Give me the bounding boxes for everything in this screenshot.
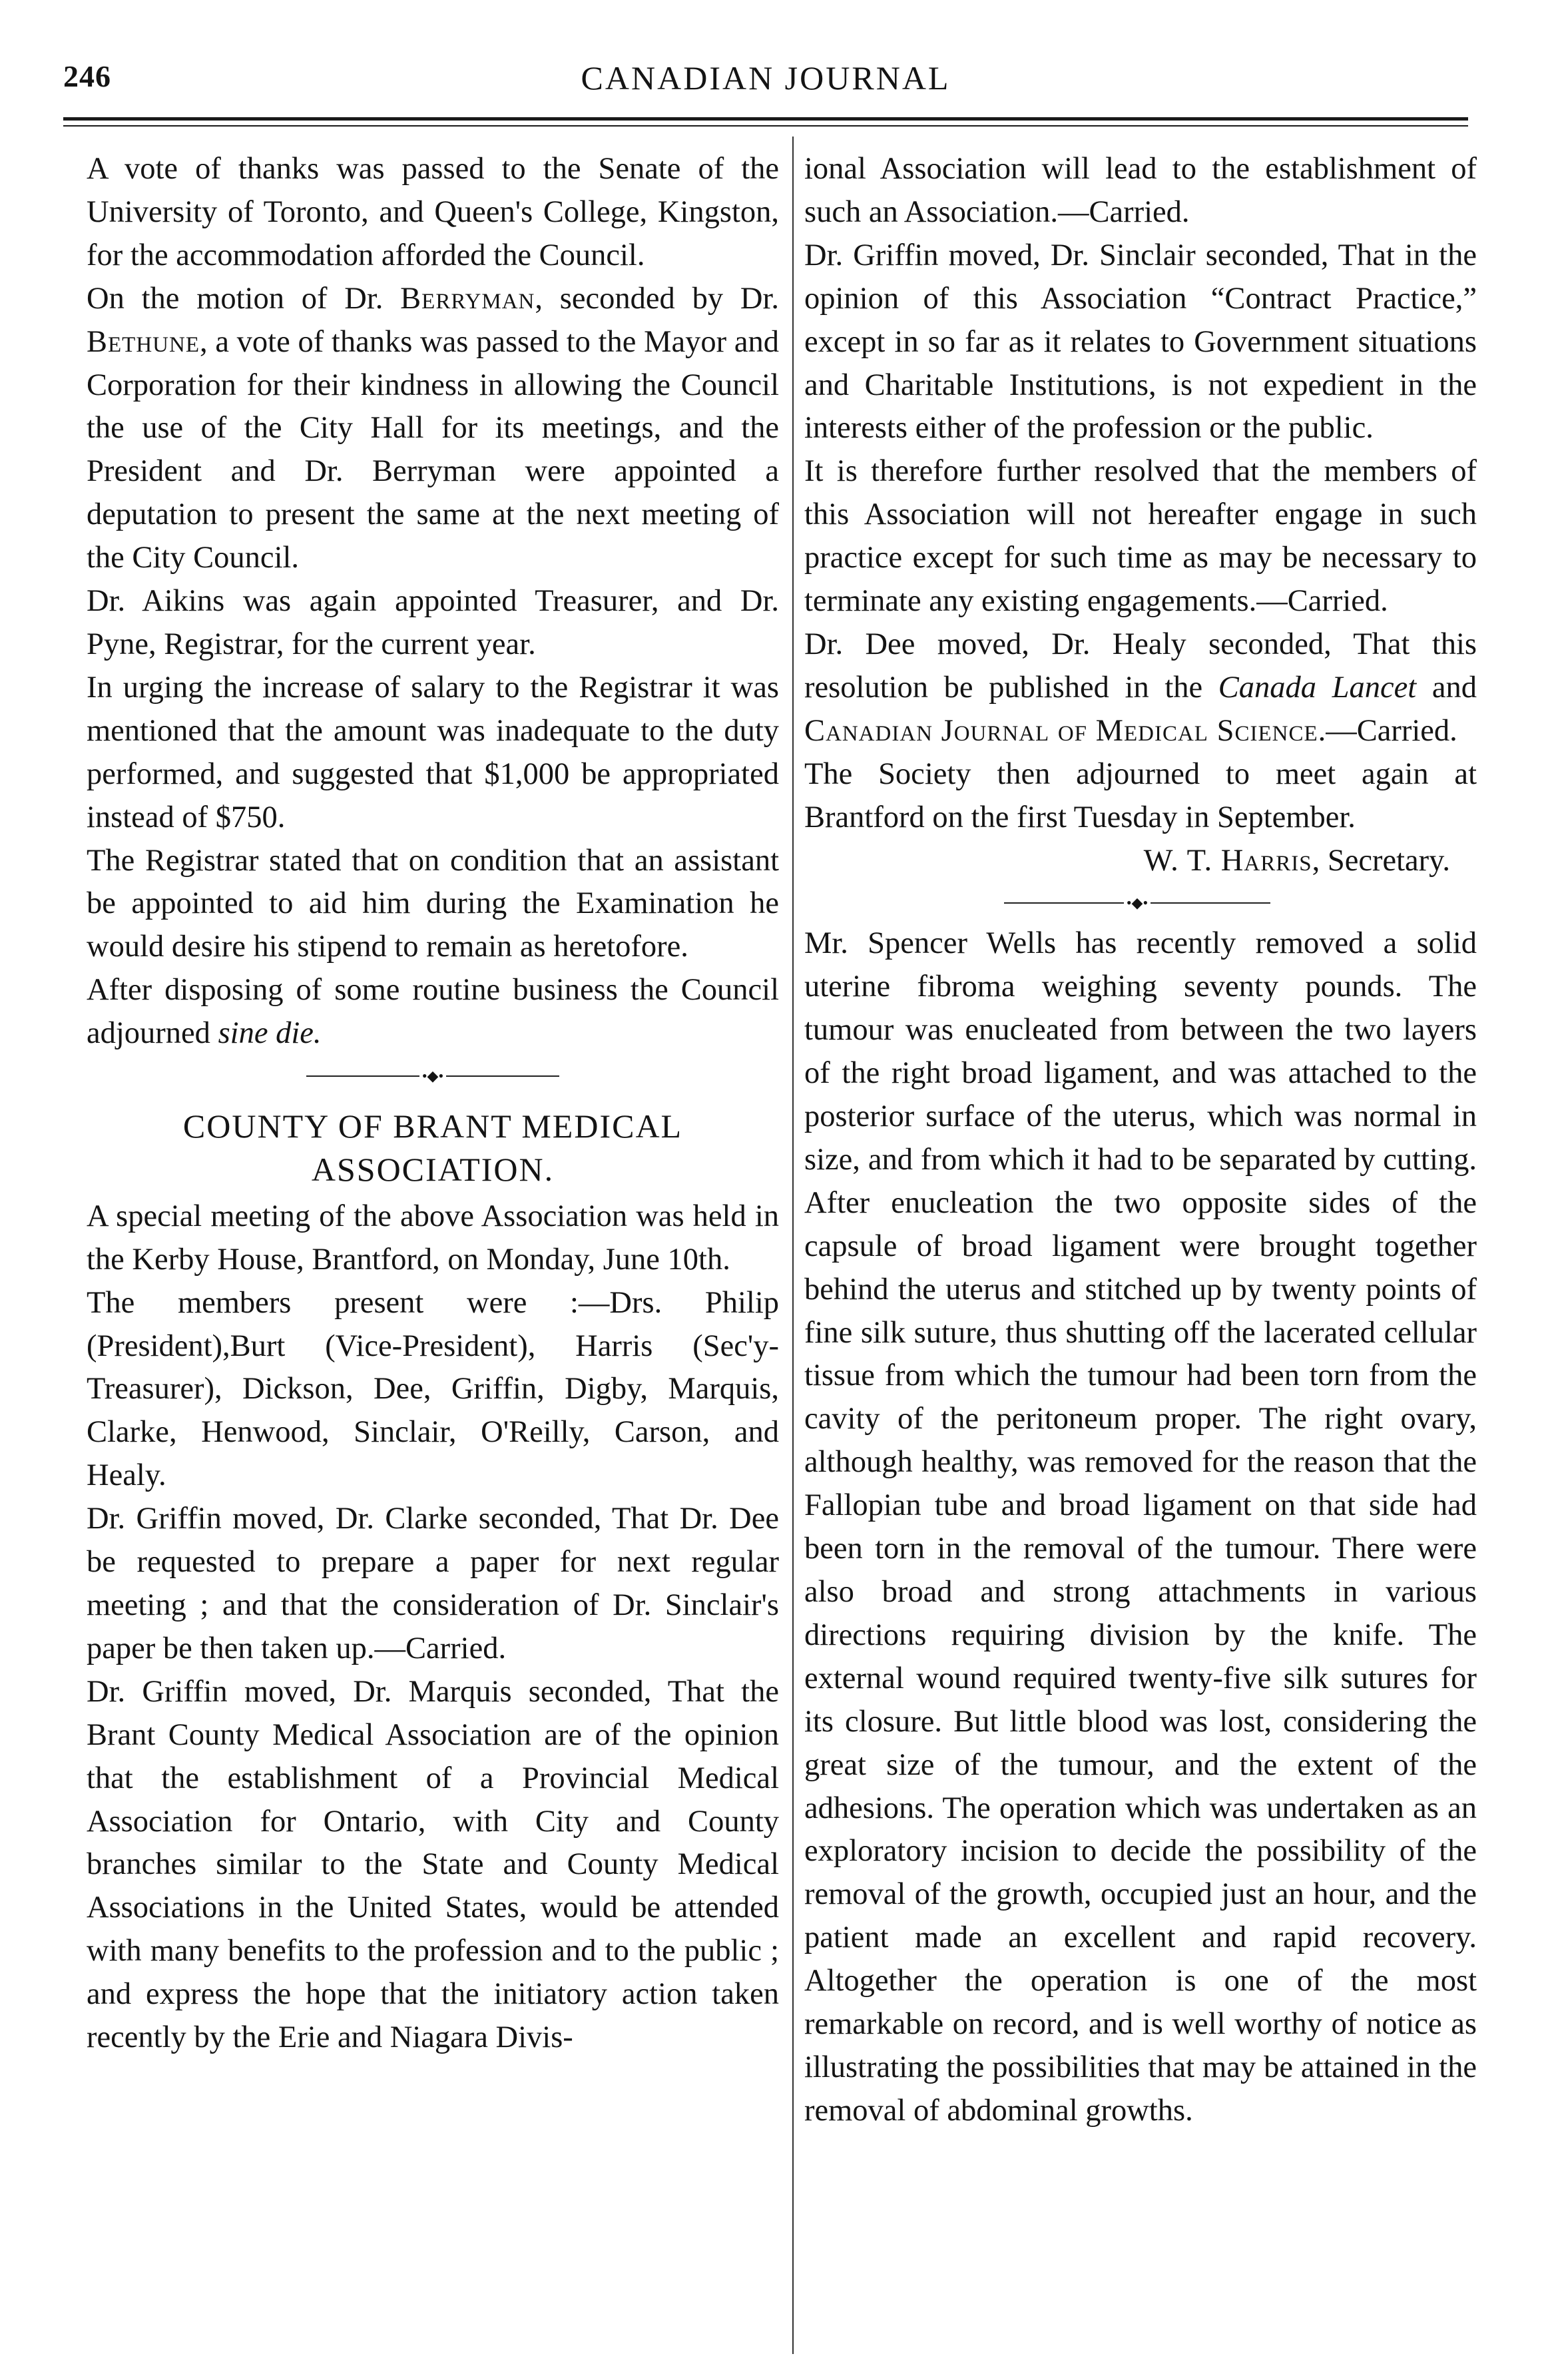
right-column [804, 148, 1477, 2133]
canada-lancet: Canada Lancet [1218, 670, 1417, 705]
paragraph-griffin-marquis: Dr. Griffin moved, Dr. Marquis seconded, That the Brant County Medical Association are of the opinion that the establishment of a Provincial Medical Association for Ontario, with City and County branches similar to the State and County Medical Associations in the United States, would be attended with many benefits to the profession and to the public ; and express the hope that the initiatory action taken recently by the Erie and Niagara Divis- [87, 1674, 779, 2055]
header-rule-thick [63, 117, 1468, 121]
text-run: , a vote of thanks was passed to the Mayor and Corporation for their kindness in allowing the Council the use of the City Hall for its meetings, and the President and Dr. Berryman were appointed a deputation to present the same at the next meeting of the City Council. [87, 324, 779, 575]
text-run: .—Carried. [1318, 713, 1457, 748]
header-rule-thin [63, 125, 1468, 127]
sine-die: sine die. [218, 1016, 322, 1051]
ornament-symbol: •◆• [419, 1070, 446, 1082]
secretary-title: , Secretary. [1312, 843, 1450, 878]
paragraph-treasurer: Dr. Aikins was again appointed Treasurer, and Dr. Pyne, Registrar, for the current year. [87, 584, 779, 661]
paragraph-resolved: It is therefore further resolved that the members of this Association will not hereafter engage in such practice except for such time as may be necessary to terminate any existing engagements.—Carried. [804, 454, 1477, 619]
name-berryman: Berryman [400, 281, 535, 316]
paragraph-registrar: The Registrar stated that on condition that an assistant be appointed to aid him during the Examination he would desire his stipend to remain as heretofore. [87, 843, 779, 964]
name-bethune: Bethune [87, 324, 200, 359]
paragraph-adjourned [87, 969, 779, 1055]
page-number: 246 [63, 59, 111, 93]
paragraph-special-meeting: A special meeting of the above Association was held in the Kerby House, Brantford, on Monday, June 10th. [87, 1199, 779, 1277]
paragraph-continuation: ional Association will lead to the establishment of such an Association.—Carried. [804, 152, 1477, 229]
secretary-name: W. T. Harris [1143, 843, 1312, 878]
paragraph-salary: In urging the increase of salary to the Registrar it was mentioned that the amount was inadequate to the duty performed, and suggested that $1,000 be appropriated instead of $750. [87, 670, 779, 834]
journal-name: Canadian Journal of Medical Science [804, 713, 1318, 748]
paragraph-contract-practice: Dr. Griffin moved, Dr. Sinclair seconded, That in the opinion of this Association “Contract Practice,” except in so far as it relates to Government situations and Charitable Institutions, is not expedient in the interests either of the profession or the public. [804, 238, 1477, 446]
paragraph-griffin-clarke: Dr. Griffin moved, Dr. Clarke seconded, That Dr. Dee be requested to prepare a paper for next regular meeting ; and that the consideration of Dr. Sinclair's paper be then taken up.—Carried. [87, 1502, 779, 1665]
page-header [63, 59, 1468, 99]
text-run: and [1416, 670, 1477, 705]
paragraph-spencer-wells: Mr. Spencer Wells has recently removed a solid uterine fibroma weighing seventy pounds. The tumour was enucleated from between the two layers of the right broad ligament, and was attached to the posterior surface of the uterus, which was normal in size, and from which it had to be separated by cutting. After enucleation the two opposite sides of the capsule of broad ligament were brought together behind the uterus and stitched up by twenty points of fine silk suture, thus shutting off the lacerated cellular tissue from which the tumour had been torn from the cavity of the peritoneum proper. The right ovary, although healthy, was removed for the reason that the Fallopian tube and broad ligament on that side had been torn in the removal of the tumour. There were also broad and strong attachments in various directions requiring division by the knife. The external wound required twenty-five silk sutures for its closure. But little blood was lost, considering the great size of the tumour, and the extent of the adhesions. The operation which was undertaken as an exploratory incision to decide the possibility of the removal of the growth, occupied just an hour, and the patient made an excellent and rapid recovery. Altogether the operation is one of the most remarkable on record, and is well worthy of notice as illustrating the possibilities that may be attained in the removal of abdominal growths. [804, 926, 1477, 2128]
ornament-symbol: •◆• [1124, 897, 1151, 909]
text-run: On the motion of Dr. [87, 281, 401, 316]
section-ornament [804, 882, 1477, 922]
text-run: After disposing of some routine business the Council adjourned [87, 973, 779, 1051]
section-heading: COUNTY OF BRANT MEDICAL ASSOCIATION. [182, 1107, 683, 1188]
section-ornament [87, 1055, 779, 1095]
paragraph-berryman-motion [87, 278, 779, 580]
text-run: Dr. Dee moved, Dr. Healy seconded, That this resolution be published in the [804, 627, 1477, 705]
left-column [87, 148, 779, 2060]
paragraph-publication [804, 623, 1477, 753]
text-run: , seconded by Dr. [535, 281, 779, 316]
paragraph-society-adjourned: The Society then adjourned to meet again at Brantford on the first Tuesday in September. [804, 756, 1477, 834]
secretary-signature [804, 840, 1477, 883]
running-title: CANADIAN JOURNAL [581, 59, 951, 97]
column-divider [792, 137, 794, 2354]
paragraph-vote-of-thanks: A vote of thanks was passed to the Senate of the University of Toronto, and Queen's College, Kingston, for the accommodation afforded the Council. [87, 152, 779, 272]
paragraph-members-present: The members present were :—Drs. Philip (President),Burt (Vice-President), Harris (Sec'y-Treasurer), Dickson, Dee, Griffin, Digby, Marquis, Clarke, Henwood, Sinclair, O'Reilly, Carson, and Healy. [87, 1285, 779, 1493]
